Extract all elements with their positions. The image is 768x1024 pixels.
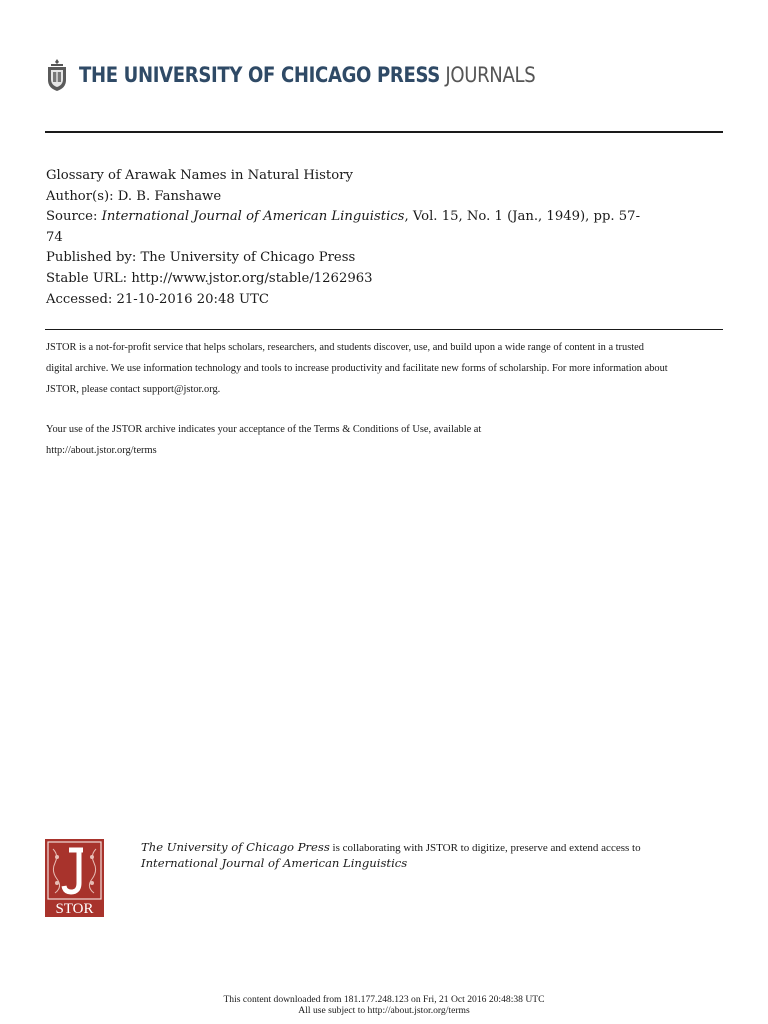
top-divider <box>45 131 723 133</box>
notice-line-2: digital archive. We use information technology and tools to increase productivity and facilitate new forms of scholarship. For more information about <box>46 362 668 374</box>
source-details: , Vol. 15, No. 1 (Jan., 1949), pp. 57- <box>404 209 641 225</box>
article-stable-url <box>46 269 722 290</box>
publisher-value: The University of Chicago Press <box>140 250 356 266</box>
footer-line-1: This content downloaded from 181.177.248.123 on Fri, 21 Oct 2016 20:48:38 UTC <box>223 994 545 1005</box>
jstor-logo-icon <box>45 839 104 917</box>
published-label: Published by: <box>46 250 137 266</box>
collaboration-line-2 <box>141 856 741 871</box>
masthead-press-name: THE UNIVERSITY OF CHICAGO PRESS <box>79 62 440 87</box>
article-metadata <box>46 166 722 310</box>
article-publisher <box>46 248 722 269</box>
terms-line-1: Your use of the JSTOR archive indicates your acceptance of the Terms & Conditions of Use, available at <box>46 424 482 436</box>
masthead-journals: JOURNALS <box>445 62 536 87</box>
authors-label: Author(s): <box>46 188 114 204</box>
press-header <box>45 58 610 92</box>
source-journal: International Journal of American Linguistics <box>101 209 405 225</box>
collaboration-line-1 <box>141 840 741 856</box>
stable-url-label: Stable URL: <box>46 270 128 286</box>
collab-journal: International Journal of American Linguistics <box>141 855 408 870</box>
stable-url-link[interactable]: http://www.jstor.org/stable/1262963 <box>131 270 373 286</box>
article-accessed <box>46 290 722 311</box>
footer-line-2: All use subject to http://about.jstor.org/terms <box>298 1005 470 1016</box>
jstor-notice <box>46 338 726 462</box>
source-details-cont: 74 <box>46 229 63 245</box>
source-label: Source: <box>46 209 98 225</box>
accessed-value: 21-10-2016 20:48 UTC <box>116 291 269 307</box>
accessed-label: Accessed: <box>46 291 113 307</box>
middle-divider <box>45 329 723 330</box>
collab-publisher: The University of Chicago Press <box>141 840 330 854</box>
terms-link[interactable]: http://about.jstor.org/terms <box>46 445 157 457</box>
collab-text: is collaborating with JSTOR to digitize, preserve and extend access to <box>329 842 641 854</box>
notice-line-3: JSTOR, please contact support@jstor.org. <box>46 383 221 395</box>
download-footer <box>0 994 768 1016</box>
university-of-chicago-press-seal-icon <box>45 58 69 92</box>
article-source <box>46 207 722 248</box>
jstor-logo-text: STOR <box>55 901 94 917</box>
authors-value: D. B. Fanshawe <box>117 188 222 204</box>
article-authors <box>46 187 722 208</box>
notice-line-1: JSTOR is a not-for-profit service that helps scholars, researchers, and students discover, use, and build upon a wide range of content in a trusted <box>46 342 644 353</box>
article-title: Glossary of Arawak Names in Natural History <box>46 168 353 183</box>
masthead <box>79 62 536 87</box>
collaboration-statement <box>141 840 741 870</box>
